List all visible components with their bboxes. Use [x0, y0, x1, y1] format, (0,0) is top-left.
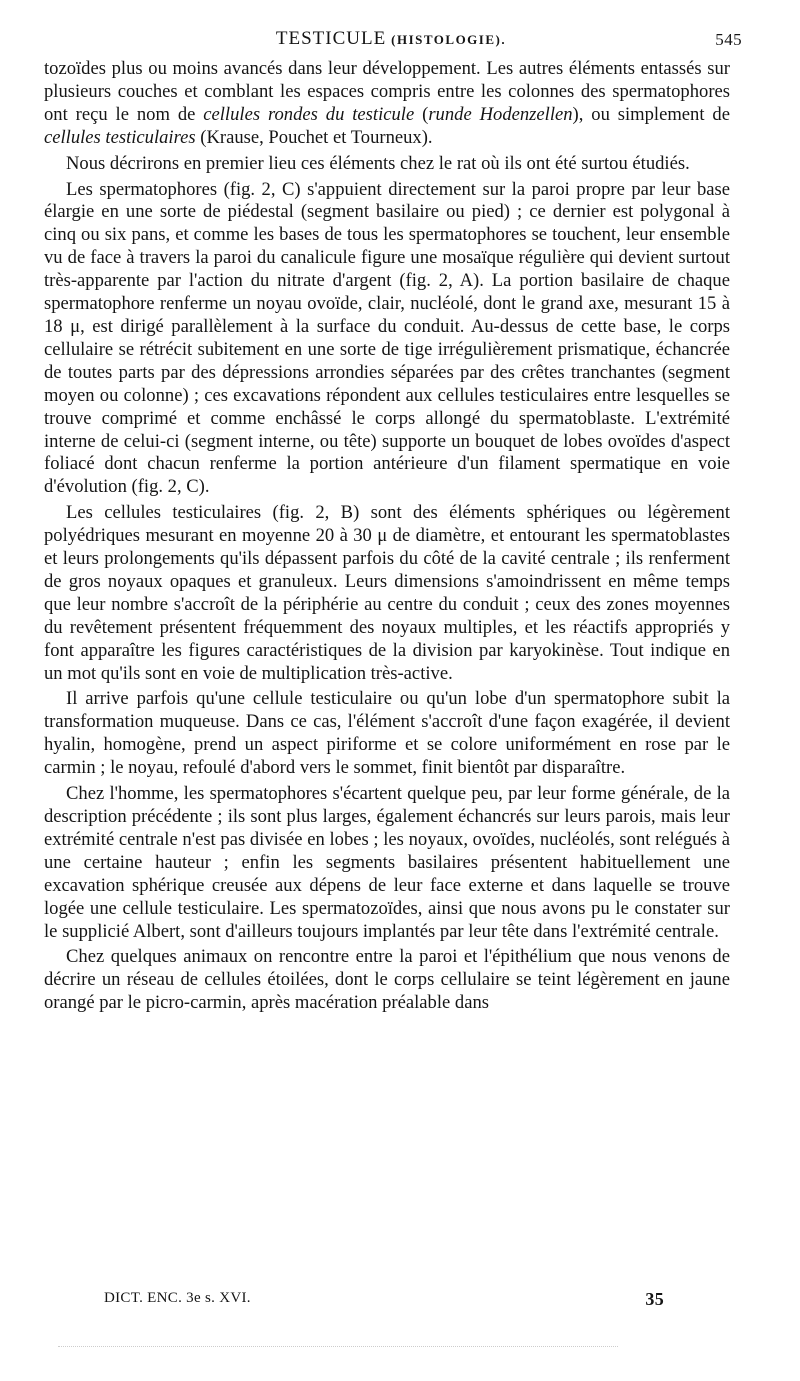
paragraph-3: Les spermatophores (fig. 2, C) s'appuient directement sur la paroi propre par leur base élargie en une sorte de piédestal (segment basilaire ou pied) ; ce dernier est polygonal à cinq ou six pans, et comme les bases de tous les spermatophores se touchent, leur ensemble vu de face à travers la paroi du canalicule figure une mosaïque régulière qui devient surtout très-apparente par l'action du nitrate d'argent (fig. 2, A). La portion basilaire de chaque spermatophore renferme un noyau ovoïde, clair, nucléolé, dont le grand axe, mesurant 15 à 18 μ, est dirigé parallèlement à la surface du conduit. Au-dessus de cette base, le corps cellulaire se rétrécit subitement en une sorte de tige irrégulièrement prismatique, échancrée de toutes parts par des dépressions arrondies séparées par des crêtes tranchantes (segment moyen ou colonne) ; ces excavations répondent aux cellules testiculaires entre lesquelles se trouve comprimé et comme enchâssé le corps allongé du spermatoblaste. L'extrémité interne de celui-ci (segment interne, ou tête) supporte un bouquet de lobes ovoïdes d'aspect foliacé dont chacun renferme la portion antérieure d'un filament spermatique en voie d'évolution (fig. 2, C).: [44, 178, 730, 498]
page-number: 545: [715, 30, 742, 49]
paragraph-2: Nous décrirons en premier lieu ces éléments chez le rat où ils ont été surtou étudiés.: [66, 152, 690, 174]
running-title: [40, 28, 742, 50]
scan-artifact-line: [58, 1346, 618, 1347]
term-cellules-testiculaires: cellules testiculaires: [44, 126, 196, 148]
paragraph-1: [44, 58, 730, 150]
running-title-section: (HISTOLOGIE).: [391, 32, 507, 47]
paragraph-1-text-after: (Krause, Pouchet et Tourneux).: [195, 126, 433, 148]
term-cellules-rondes: cellules rondes du testicule: [203, 103, 415, 125]
paragraph-5: Il arrive parfois qu'une cellule testiculaire ou qu'un lobe d'un spermatophore subit la transformation muqueuse. Dans ce cas, l'élément s'accroît d'une façon exagérée, il devient hyalin, homogène, prend un aspect piriforme et se colore uniformément en rose par le carmin ; le noyau, refoulé d'abord vers le sommet, finit bientôt par disparaître.: [44, 688, 730, 779]
paragraph-1-text-middle-1: (: [414, 103, 429, 125]
running-head: [40, 28, 742, 54]
paragraph-4: Les cellules testiculaires (fig. 2, B) sont des éléments sphériques ou légèrement polyédriques mesurant en moyenne 20 à 30 μ de diamètre, et entourant les spermatoblastes et leurs prolongements qu'ils dépassent parfois du côté de la cavité centrale ; ils renferment de gros noyaux opaques et granuleux. Leurs dimensions s'amoindrissent en même temps que leur nombre s'accroît de la périphérie au centre du conduit ; ceux des zones moyennes du revêtement présentent fréquemment des noyaux multiples, et les réactifs appropriés y font apparaître les figures caractéristiques de la division par karyokinèse. Tout indique en un mot qu'ils sont en voie de multiplication très-active.: [44, 502, 730, 684]
page-footer: [104, 1290, 664, 1316]
paragraph-7: Chez quelques animaux on rencontre entre la paroi et l'épithélium que nous venons de décrire un réseau de cellules étoilées, dont le corps cellulaire se teint légèrement en jaune orangé par le picro-carmin, après macération préalable dans: [44, 946, 730, 1014]
running-title-subject: TESTICULE: [275, 28, 387, 49]
sheet-number: 35: [645, 1289, 664, 1309]
paragraph-1-text-before: tozoïdes plus ou moins avancés dans leur développement. Les autres éléments entassés sur plusieurs couches et comblant les espaces compris entre les colonnes des spermatophores ont reçu le nom de: [44, 58, 730, 125]
body-text: [44, 58, 730, 1018]
paragraph-6: Chez l'homme, les spermatophores s'écartent quelque peu, par leur forme générale, de la description précédente ; ils sont plus larges, également échancrés sur leurs parois, mais leur extrémité centrale n'est pas divisée en lobes ; les noyaux, ovoïdes, nucléolés, sont relégués à une certaine hauteur ; enfin les segments basilaires présentent habituellement une excavation sphérique creusée aux dépens de leur face externe et dans laquelle se trouve logée une cellule testiculaire. Les spermatozoïdes, ainsi que nous avons pu le constater sur le supplicié Albert, sont d'ailleurs toujours implantés par leur tête dans l'extrémité centrale.: [44, 783, 730, 942]
term-runde-hodenzellen: runde Hodenzellen: [428, 103, 573, 125]
paragraph-1-text-middle-2: ), ou simplement de: [572, 103, 730, 125]
printer-signature: DICT. ENC. 3e s. XVI.: [104, 1290, 251, 1306]
